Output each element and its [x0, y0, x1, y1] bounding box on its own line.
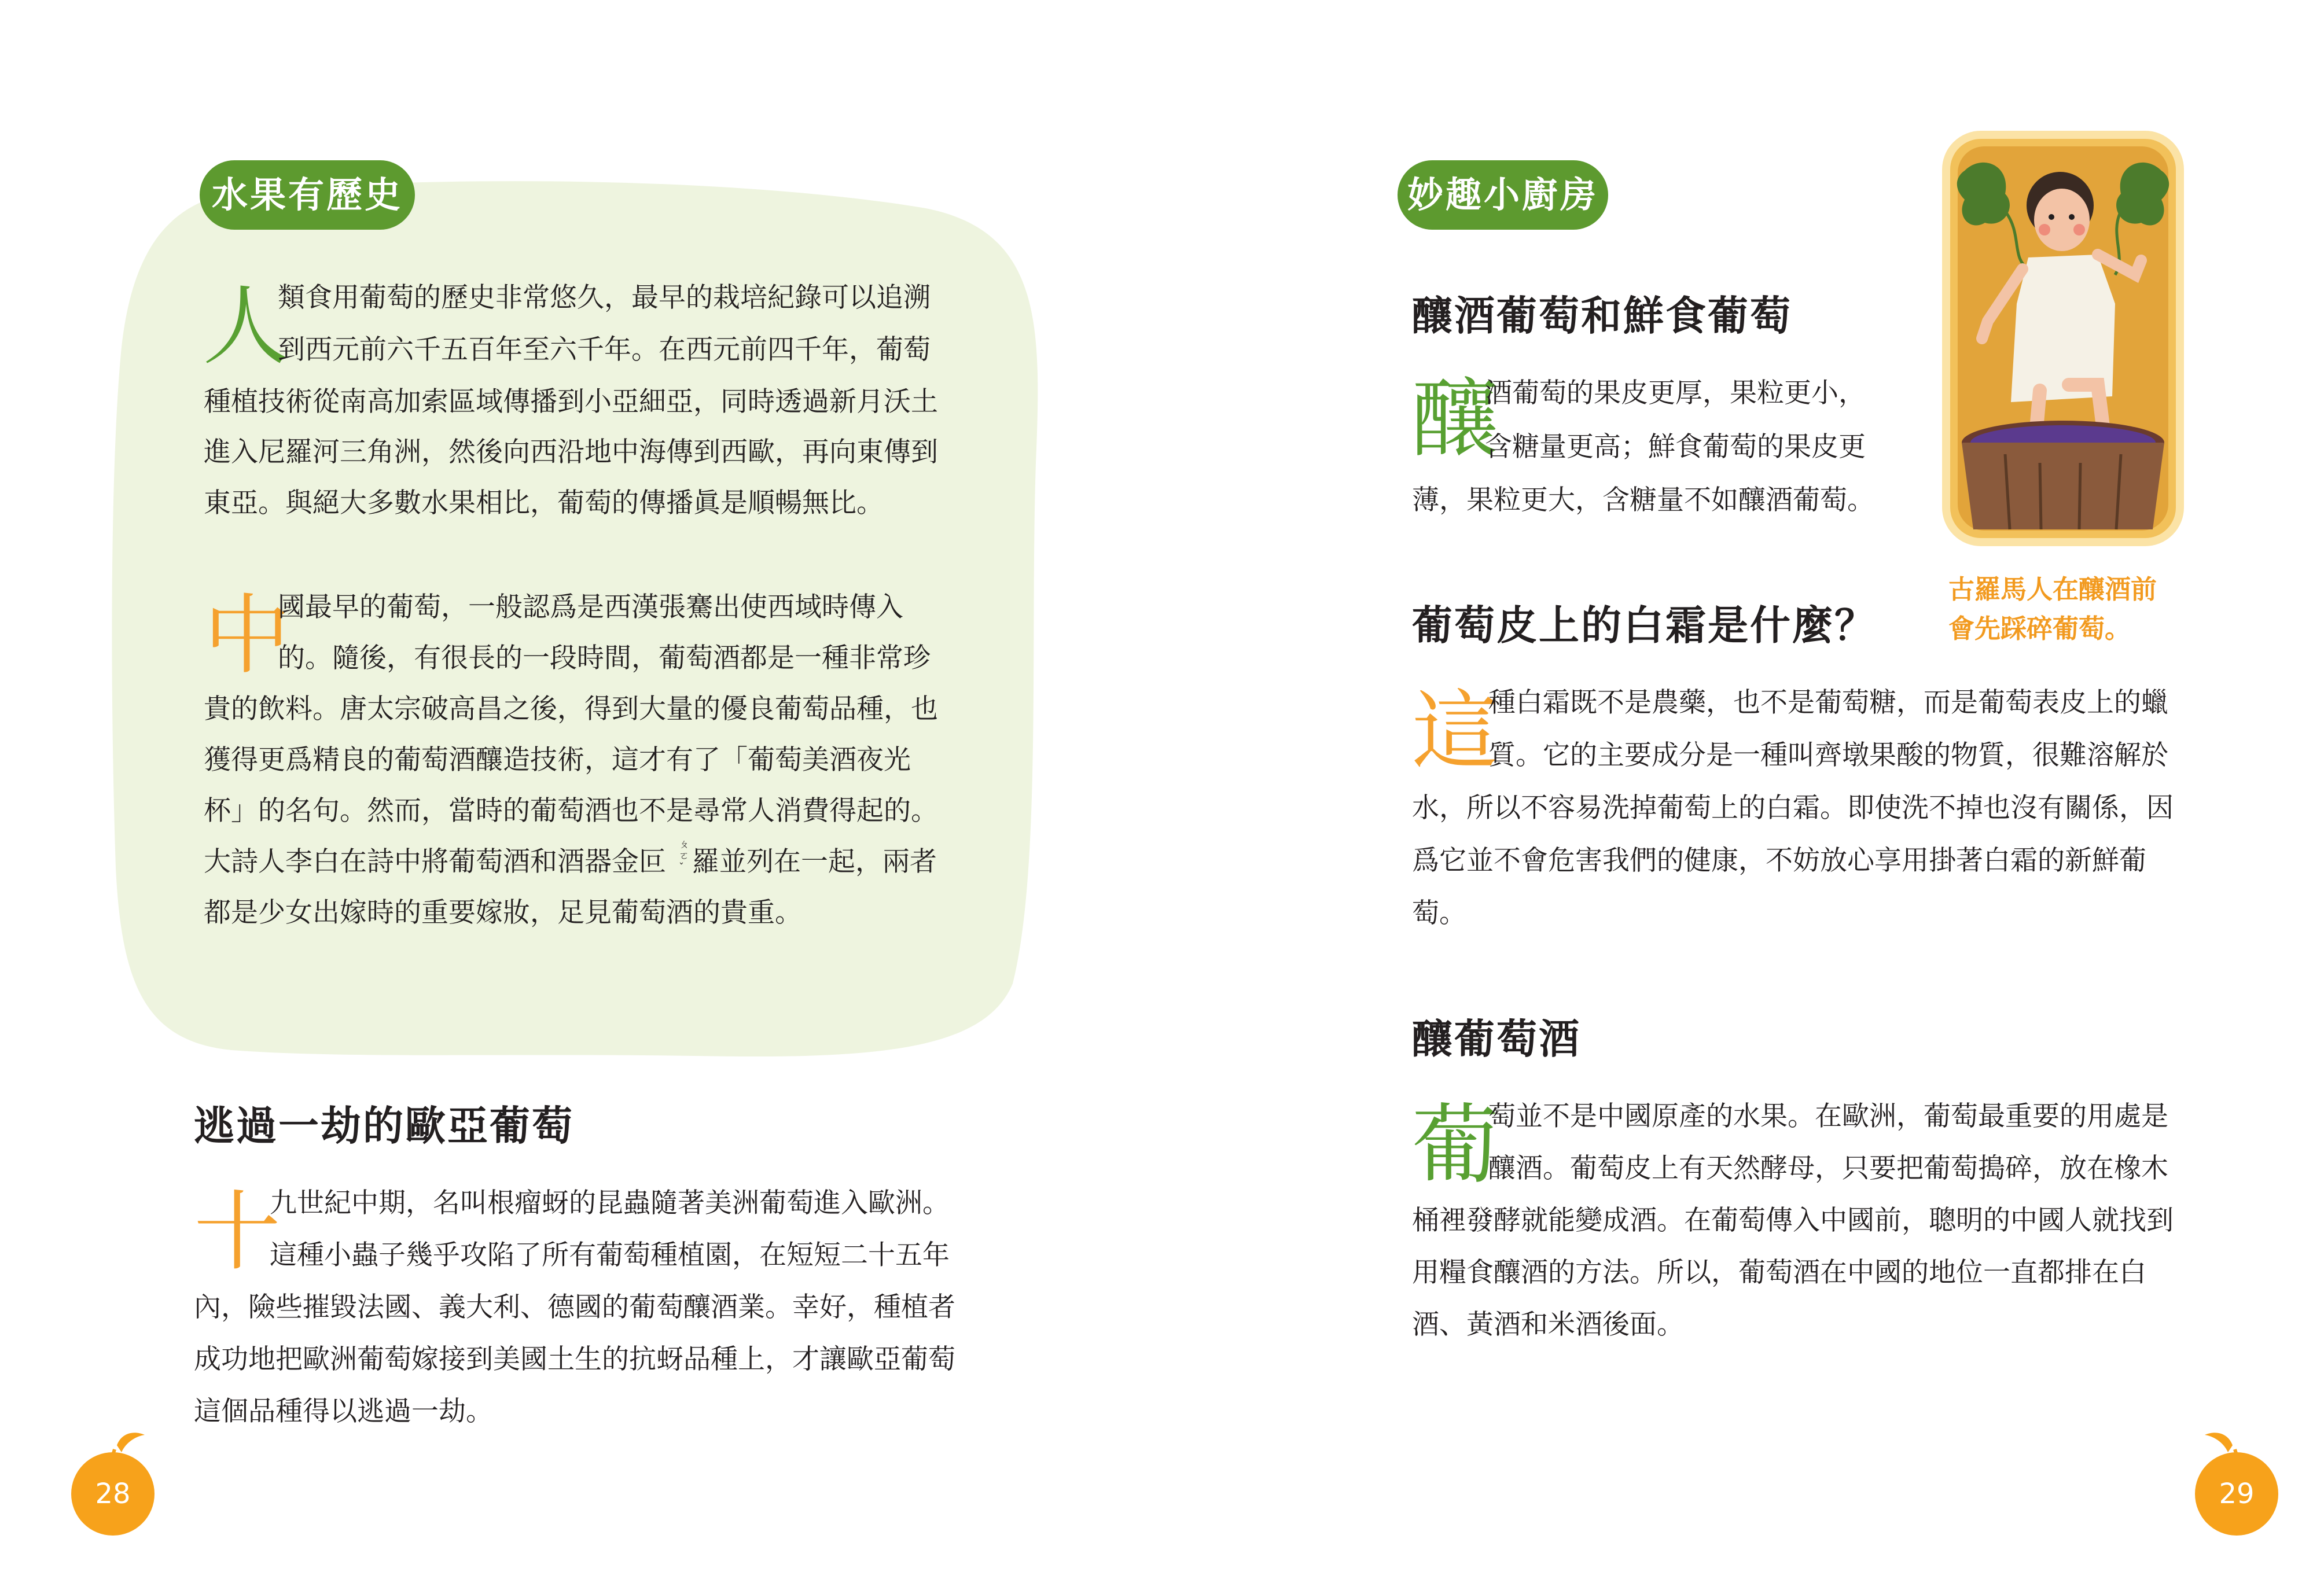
text-line: 成功地把歐洲葡萄嫁接到美國土生的抗蚜品種上，才讓歐亞葡萄 [194, 1343, 955, 1375]
section-heading: 釀葡萄酒 [1412, 1015, 1581, 1063]
section-heading: 釀酒葡萄和鮮食葡萄 [1412, 292, 1792, 340]
text-line: 用糧食釀酒的方法。所以，葡萄酒在中國的地位一直都排在白 [1412, 1257, 2146, 1288]
illustration-caption: 會先踩碎葡萄。 [1948, 613, 2131, 644]
page-number: 29 [2219, 1478, 2255, 1510]
page-number: 28 [95, 1478, 131, 1510]
text-line: 杯」的名句。然而，當時的葡萄酒也不是尋常人消費得起的。 [204, 795, 938, 827]
text-line: 羅並列在一起，兩者 [692, 846, 937, 878]
dropcap: 釀 [1412, 369, 1499, 470]
dropcap: 葡 [1412, 1095, 1499, 1196]
text-line: 酒葡萄的果皮更厚，果粒更小， [1485, 377, 1866, 409]
text-line: 萄。 [1412, 897, 1466, 929]
dropcap: 這 [1412, 682, 1499, 782]
text-line: 這種小蟲子幾乎攻陷了所有葡萄種植園，在短短二十五年 [270, 1239, 950, 1271]
text-line: 桶裡發酵就能變成酒。在葡萄傳入中國前，聰明的中國人就找到 [1412, 1205, 2174, 1236]
text-line: 進入尼羅河三角洲，然後向西沿地中海傳到西歐，再向東傳到 [204, 436, 938, 468]
text-line: 爲它並不會危害我們的健康，不妨放心享用掛著白霜的新鮮葡 [1412, 845, 2146, 877]
text-line: 含糖量更高；鮮食葡萄的果皮更 [1485, 431, 1866, 463]
text-line: 薄，果粒更大，含糖量不如釀酒葡萄。 [1412, 484, 1874, 516]
text-line: 種白霜既不是農藥，也不是葡萄糖，而是葡萄表皮上的蠟 [1488, 687, 2168, 719]
section-heading: 逃過一劫的歐亞葡萄 [194, 1102, 574, 1150]
dropcap: 中 [204, 586, 291, 686]
text-line: 的。隨後，有很長的一段時間，葡萄酒都是一種非常珍 [278, 642, 931, 674]
text-line: 內，險些摧毀法國、義大利、德國的葡萄釀酒業。幸好，種植者 [194, 1291, 955, 1323]
text-line: 水，所以不容易洗掉葡萄上的白霜。即使洗不掉也沒有關係，因 [1412, 792, 2174, 824]
section-tag-fun-kitchen: 妙趣小廚房 [1398, 160, 1608, 230]
text-line: 到西元前六千五百年至六千年。在西元前四千年，葡萄 [278, 334, 931, 366]
text-line: 釀酒。葡萄皮上有天然酵母，只要把葡萄搗碎，放在橡木 [1488, 1153, 2168, 1184]
text-line: 都是少女出嫁時的重要嫁妝，足見葡萄酒的貴重。 [204, 897, 802, 929]
roman-grape-stomper-illustration [1941, 130, 2185, 547]
text-line: 這個品種得以逃過一劫。 [194, 1396, 493, 1427]
section-heading: 葡萄皮上的白霜是什麼？ [1412, 602, 1877, 649]
text-line: 萄並不是中國原產的水果。在歐洲，葡萄最重要的用處是 [1488, 1100, 2168, 1132]
text-line: 質。它的主要成分是一種叫齊墩果酸的物質，很難溶解於 [1488, 739, 2168, 771]
text-line: 貴的飲料。唐太宗破高昌之後，得到大量的優良葡萄品種，也 [204, 693, 938, 725]
text-line: 類食用葡萄的歷史非常悠久，最早的栽培紀錄可以追溯 [278, 282, 931, 314]
text-line: 大詩人李白在詩中將葡萄酒和酒器金叵 [204, 846, 666, 878]
section-tag-fruit-history: 水果有歷史 [200, 160, 415, 230]
dropcap: 人 [203, 277, 290, 377]
text-line: 獲得更爲精良的葡萄酒釀造技術，這才有了「葡萄美酒夜光 [204, 744, 911, 776]
illustration-caption: 古羅馬人在釀酒前 [1948, 574, 2157, 605]
dropcap: 十 [194, 1182, 281, 1283]
ruby-annotation: ㄆㄛˇ [679, 838, 689, 874]
text-line: 國最早的葡萄，一般認爲是西漢張騫出使西域時傳入 [278, 591, 903, 623]
text-line: 九世紀中期，名叫根瘤蚜的昆蟲隨著美洲葡萄進入歐洲。 [270, 1187, 950, 1219]
text-line: 東亞。與絕大多數水果相比，葡萄的傳播眞是順暢無比。 [204, 487, 884, 519]
text-line: 酒、黃酒和米酒後面。 [1412, 1309, 1684, 1341]
text-line: 種植技術從南高加索區域傳播到小亞細亞，同時透過新月沃土 [204, 386, 938, 418]
